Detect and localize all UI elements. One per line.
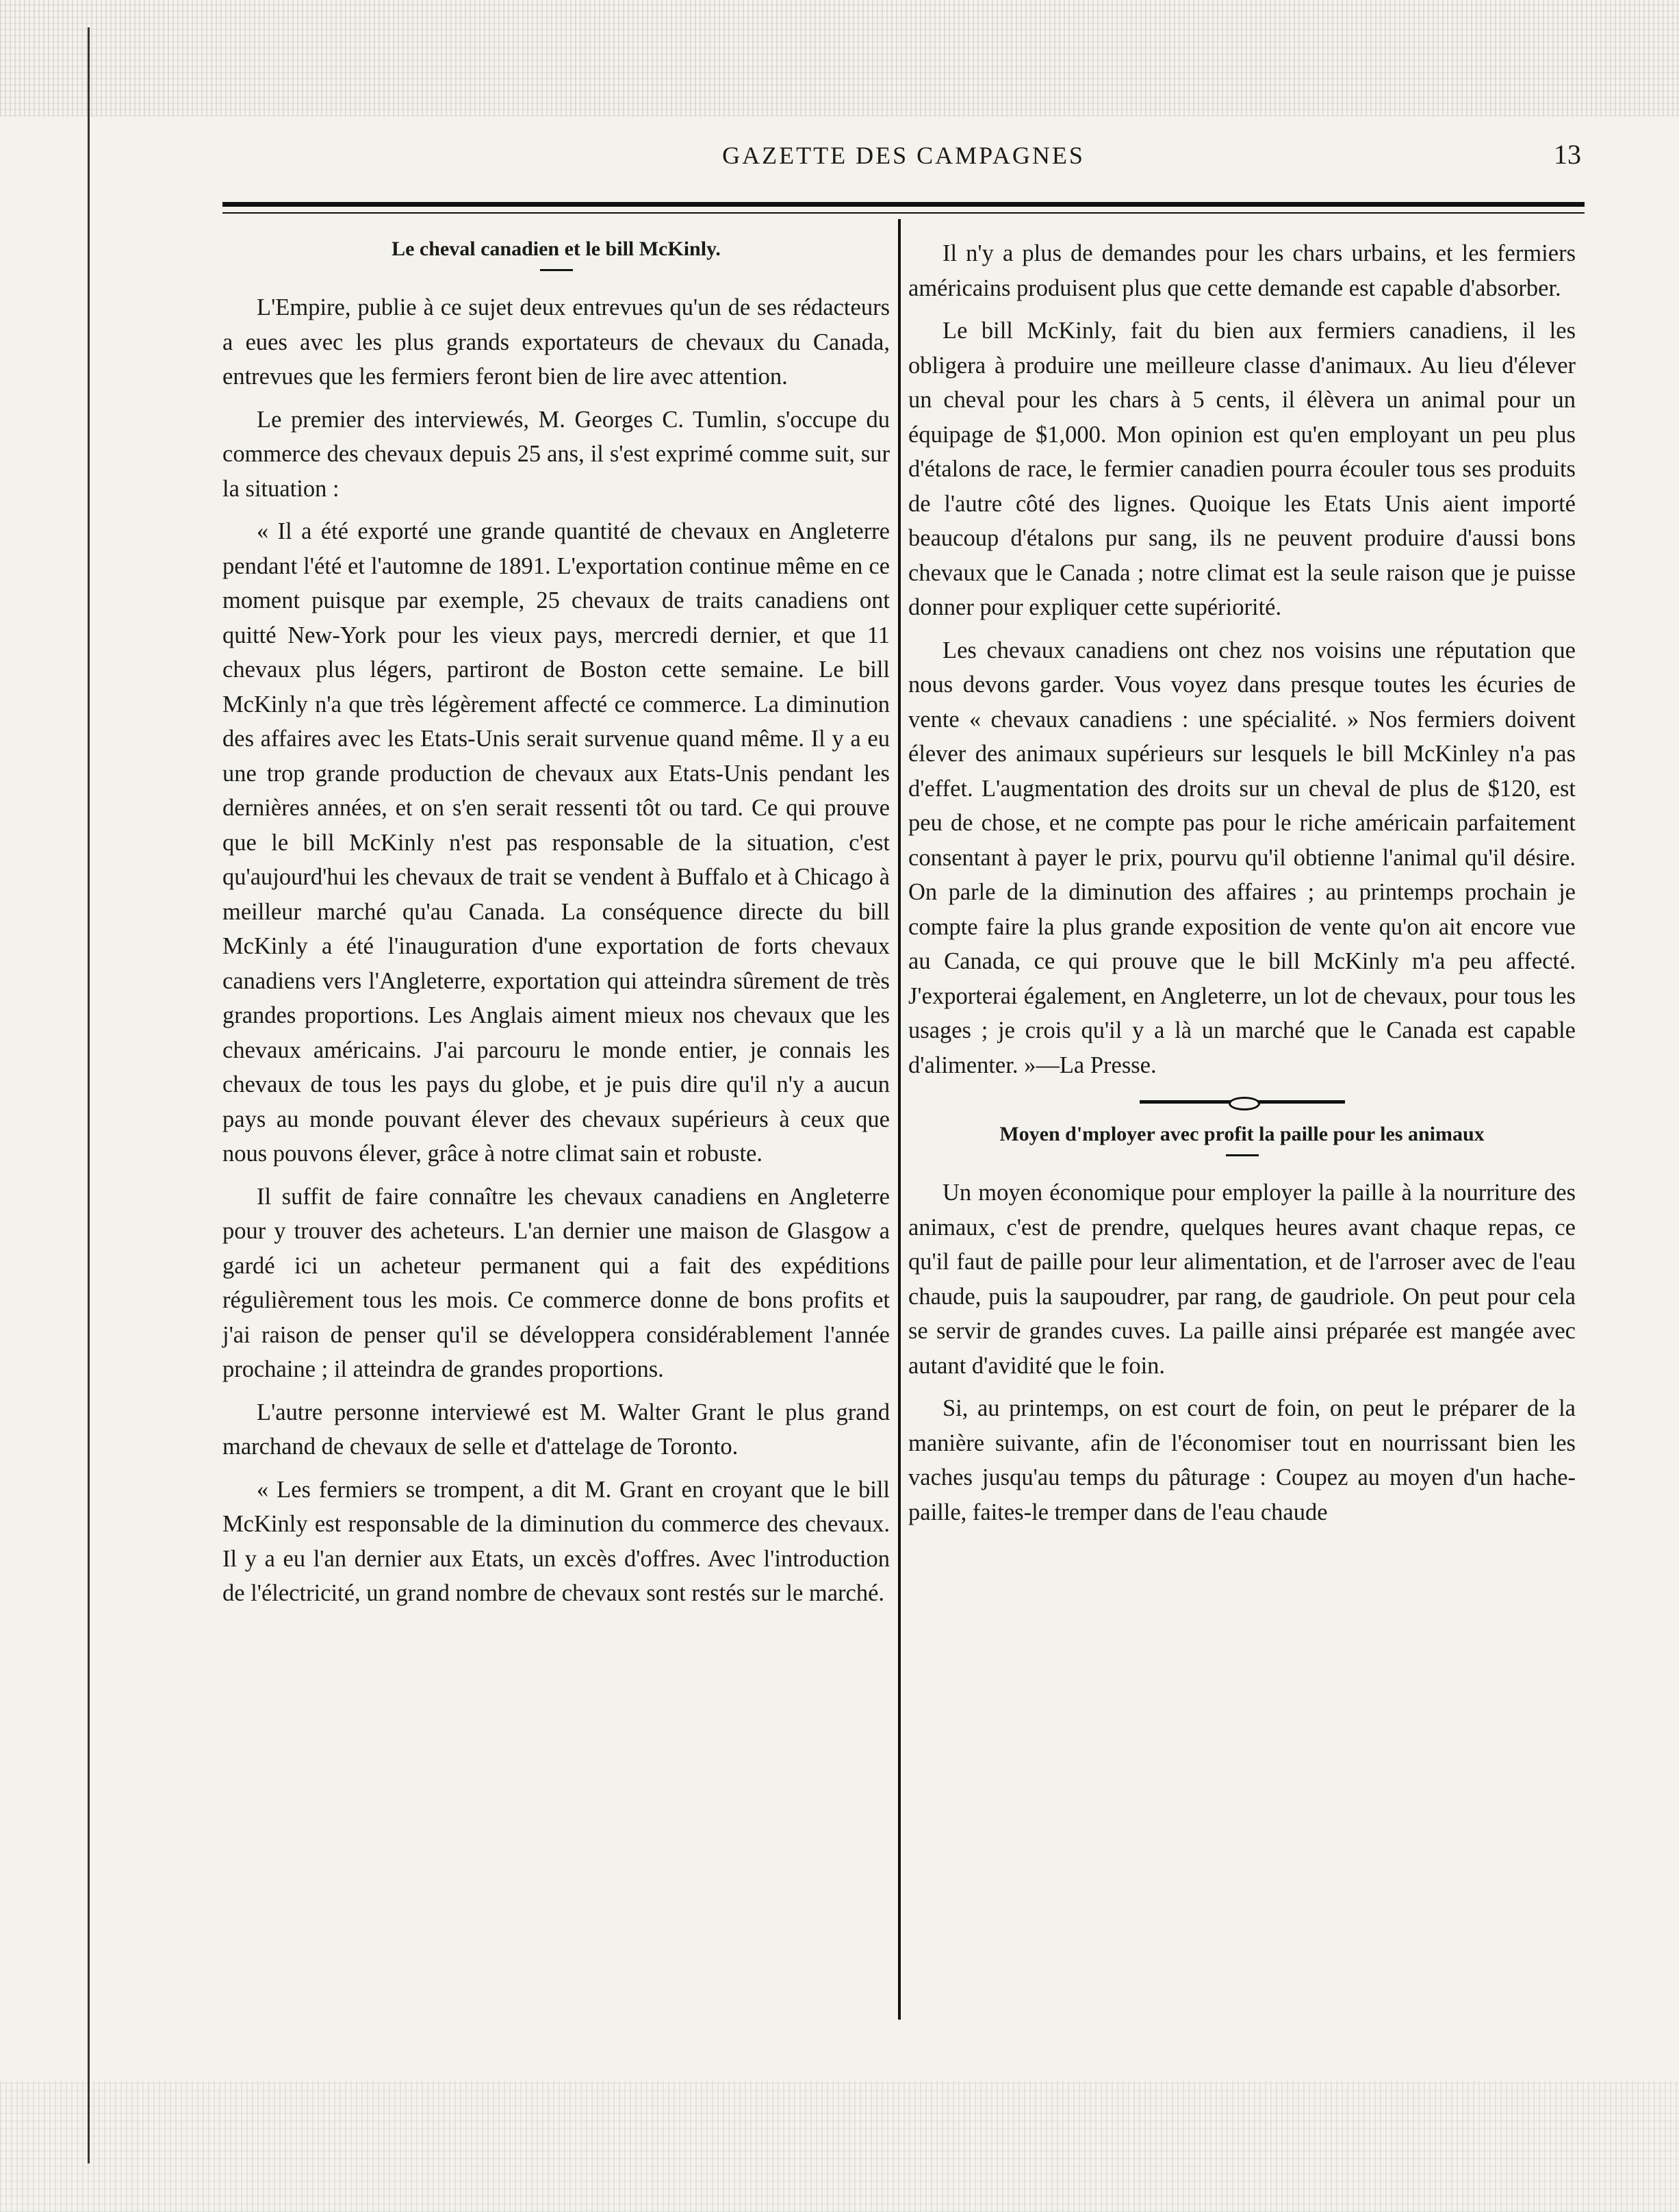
column-divider bbox=[898, 219, 901, 2020]
article-paragraph: Si, au printemps, on est court de foin, on peut le préparer de la manière suivante, afin de l'économiser tout en nourrissant bien les vaches jusqu'au temps du pâturage : Coupez au moyen d'un hache-paille, faites-le tremper dans de l'eau chaude bbox=[908, 1395, 1576, 1525]
article-paragraph: L'autre personne interviewé est M. Walter Grant le plus grand marchand de chevaux de selle et d'attelage de Toronto. bbox=[222, 1399, 890, 1460]
page-number: 13 bbox=[1554, 139, 1581, 170]
scan-noise-bottom bbox=[0, 2081, 1679, 2212]
header-rule-thin bbox=[222, 212, 1585, 214]
column-left bbox=[222, 236, 890, 1611]
publication-title: GAZETTE DES CAMPAGNES bbox=[722, 142, 1085, 169]
article-paragraph: L'Empire, publie à ce sujet deux entrevues qu'un de ses rédacteurs a eues avec les plus grands exportateurs de chevaux du Canada, entrevues que les fermiers feront bien de lire avec attention. bbox=[222, 294, 890, 390]
article-title: Moyen d'mployer avec profit la paille pour les animaux bbox=[999, 1123, 1485, 1145]
article-paragraph: Il n'y a plus de demandes pour les chars urbains, et les fermiers américains produisent plus que cette demande est capable d'absorber. bbox=[908, 240, 1576, 301]
title-dash bbox=[540, 269, 573, 271]
article-title: Le cheval canadien et le bill McKinly. bbox=[392, 238, 721, 260]
section-separator-ornament bbox=[1140, 1100, 1345, 1104]
article-paragraph: « Les fermiers se trompent, a dit M. Grant en croyant que le bill McKinly est responsable de la diminution du commerce des chevaux. Il y a eu l'an dernier aux Etats, un excès d'offres. Avec l'introduction de l'électricité, un grand nombre de chevaux sont restés sur le marché. bbox=[222, 1476, 890, 1606]
article-paragraph: Le bill McKinly, fait du bien aux fermiers canadiens, il les obligera à produire une meilleure classe d'animaux. Au lieu d'élever un cheval pour les chars à 5 cents, il élèvera un animal pour un équipage de $1,000. Mon opinion est qu'en employant un peu plus d'étalons de race, le fermier canadien pourra écouler tous ses produits de l'autre côté des lignes. Quoique les Etats Unis aient importé beaucoup d'étalons pur sang, ils ne peuvent produire d'aussi bons chevaux que le Canada ; notre climat est la seule raison que je puisse donner pour expliquer cette supériorité. bbox=[908, 318, 1576, 620]
column-right bbox=[908, 236, 1576, 1529]
article-paragraph: « Il a été exporté une grande quantité de chevaux en Angleterre pendant l'été et l'automne de 1891. L'exportation continue même en ce moment puisque par exemple, 25 chevaux de traits canadiens ont quitté New-York pour les vieux pays, mercredi dernier, et que 11 chevaux plus légers, partiront de Boston cette semaine. Le bill McKinly n'a que très légèrement affecté ce commerce. La diminution des affaires avec les Etats-Unis serait survenue quand même. Il y a eu une trop grande production de chevaux aux Etats-Unis pendant les dernières années, et on s'en serait ressenti tôt ou tard. Ce qui prouve que le bill McKinly n'est pas responsable de la situation, c'est qu'aujourd'hui les chevaux de trait se vendent à Buffalo et à Chicago à meilleur marché qu'au Canada. La conséquence directe du bill McKinly a été l'inauguration d'une exportation de forts chevaux canadiens vers l'Angleterre, exportation qui atteindra sûrement de très grandes proportions. Les Anglais aiment mieux nos chevaux que les chevaux américains. J'ai parcouru le monde entier, je connais les chevaux de tous les pays du globe, et je puis dire qu'il n'y a aucun pays au monde pouvant élever des chevaux supérieurs à ceux que nous pouvons élever, grâce à notre climat sain et robuste. bbox=[222, 518, 890, 1167]
article-paragraph: Les chevaux canadiens ont chez nos voisins une réputation que nous devons garder. Vous voyez dans presque toutes les écuries de vente « chevaux canadiens : une spécialité. » Nos fermiers doivent élever des animaux supérieurs sur lesquels le bill McKinley n'a pas d'effet. L'augmentation des droits sur un cheval de plus de $120, est peu de chose, et ne compte pas pour le riche américain parfaitement consentant à payer le prix, pourvu qu'il obtienne l'animal qu'il désire. On parle de la diminution des affaires ; au printemps prochain je compte faire la plus grande exposition de vente qu'on ait encore vue au Canada, ce qui prouve que le bill McKinly m'a peu affecté. J'exporterai également, en Angleterre, un lot de chevaux, pour tous les usages ; je crois qu'il y a là un marché que le Canada est capable d'alimenter. »—La Presse. bbox=[908, 637, 1576, 1078]
article-paragraph: Il suffit de faire connaître les chevaux canadiens en Angleterre pour y trouver des acheteurs. L'an dernier une maison de Glasgow a gardé ici un acheteur permanent qui a fait des expéditions régulièrement tous les mois. Ce commerce donne de bons profits et j'ai raison de penser qu'il se développera considérablement l'année prochaine ; il atteindra de grandes proportions. bbox=[222, 1183, 890, 1382]
scan-noise-top bbox=[0, 0, 1679, 116]
header-rule-thick bbox=[222, 202, 1585, 207]
title-dash bbox=[1226, 1154, 1259, 1156]
article-paragraph: Un moyen économique pour employer la paille à la nourriture des animaux, c'est de prendre, quelques heures avant chaque repas, ce qu'il faut de paille pour leur alimentation, et de l'arroser avec de l'eau chaude, puis la saupoudrer, par rang, de gaudriole. On peut pour cela se servir de grandes cuves. La paille ainsi préparée est mangée avec autant d'avidité que le foin. bbox=[908, 1180, 1576, 1379]
article-paragraph: Le premier des interviewés, M. Georges C. Tumlin, s'occupe du commerce des chevaux depuis 25 ans, il s'est exprimé comme suit, sur la situation : bbox=[222, 406, 890, 502]
page-header bbox=[226, 137, 1581, 178]
binding-margin-line bbox=[88, 27, 90, 2163]
